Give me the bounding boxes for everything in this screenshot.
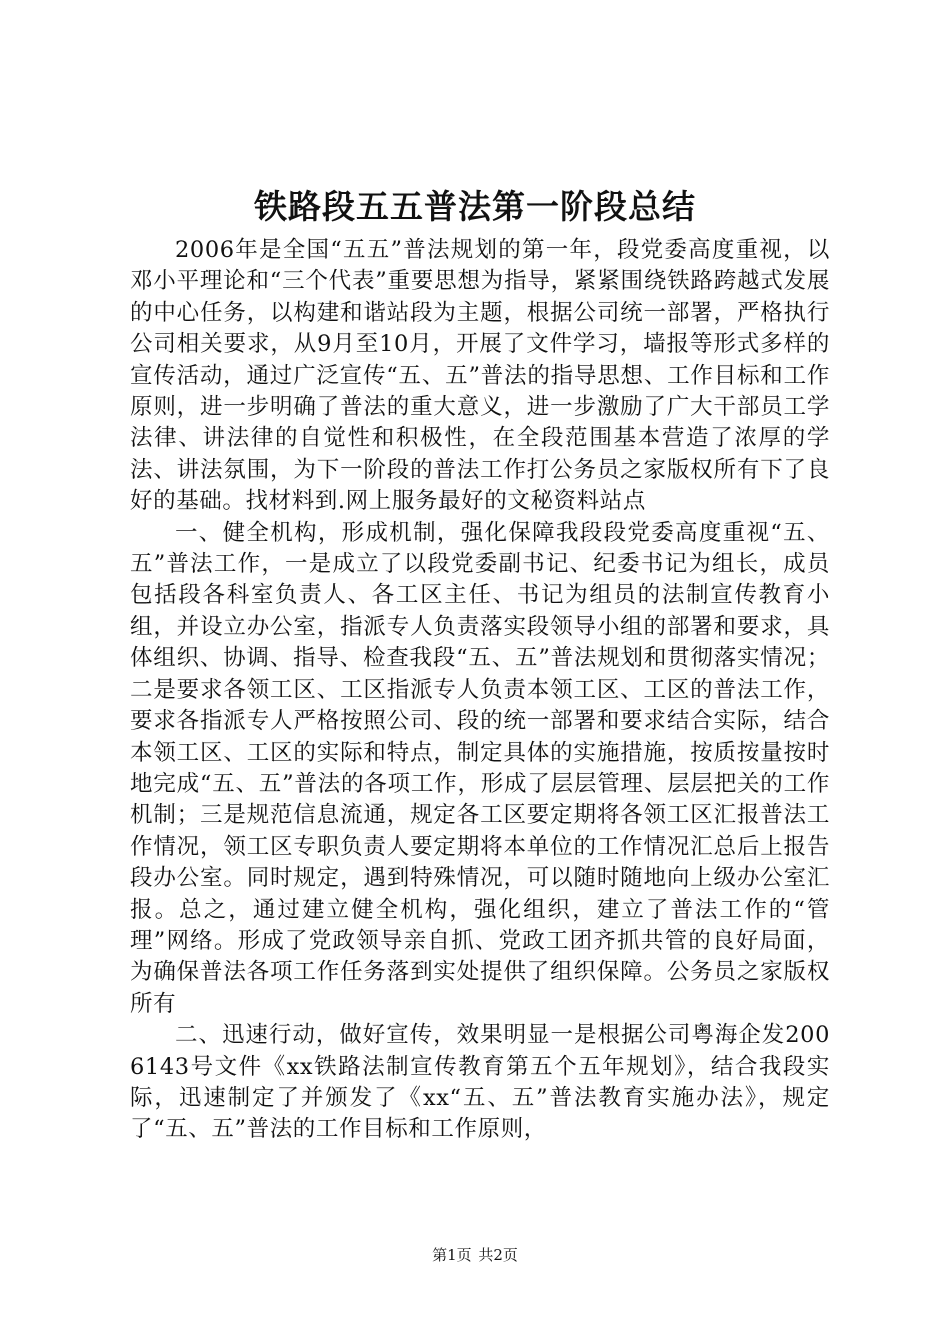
- document-body: [130, 235, 830, 1146]
- page-footer: [0, 1244, 950, 1266]
- page-number: 第1页: [432, 1246, 472, 1264]
- page-total: 共2页: [478, 1246, 518, 1264]
- document-title: 铁路段五五普法第一阶段总结: [254, 187, 696, 226]
- paragraph-section-1: 一、健全机构，形成机制，强化保障我段段党委高度重视“五、五”普法工作，一是成立了以段党委副书记、纪委书记为组长，成员包括段各科室负责人、各工区主任、书记为组员的法制宣传教育小组，并设立办公室，指派专人负责落实段领导小组的部署和要求，具体组织、协调、指导、检查我段“五、五”普法规划和贯彻落实情况；二是要求各领工区、工区指派专人负责本领工区、工区的普法工作，要求各指派专人严格按照公司、段的统一部署和要求结合实际，结合本领工区、工区的实际和特点，制定具体的实施措施，按质按量按时地完成“五、五”普法的各项工作，形成了层层管理、层层把关的工作机制；三是规范信息流通，规定各工区要定期将各领工区汇报普法工作情况，领工区专职负责人要定期将本单位的工作情况汇总后上报告段办公室。同时规定，遇到特殊情况，可以随时随地向上级办公室汇报。总之，通过建立健全机构，强化组织，建立了普法工作的“管理”网络。形成了党政领导亲自抓、党政工团齐抓共管的良好局面，为确保普法各项工作任务落到实处提供了组织保障。公务员之家版权所有: [130, 519, 830, 1017]
- paragraph-intro: 2006年是全国“五五”普法规划的第一年，段党委高度重视，以邓小平理论和“三个代表”重要思想为指导，紧紧围绕铁路跨越式发展的中心任务，以构建和谐站段为主题，根据公司统一部署，严格执行公司相关要求，从9月至10月，开展了文件学习，墙报等形式多样的宣传活动，通过广泛宣传“五、五”普法的指导思想、工作目标和工作原则，进一步明确了普法的重大意义，进一步激励了广大干部员工学法律、讲法律的自觉性和积极性，在全段范围基本营造了浓厚的学法、讲法氛围，为下一阶段的普法工作打公务员之家版权所有下了良好的基础。找材料到.网上服务最好的文秘资料站点: [130, 237, 830, 515]
- paragraph-section-2: 二、迅速行动，做好宣传，效果明显一是根据公司粤海企发2006143号文件《xx铁路法制宣传教育第五个五年规划》，结合我段实际，迅速制定了并颁发了《xx“五、五”普法教育实施办法》，规定了“五、五”普法的工作目标和工作原则，: [130, 1022, 830, 1143]
